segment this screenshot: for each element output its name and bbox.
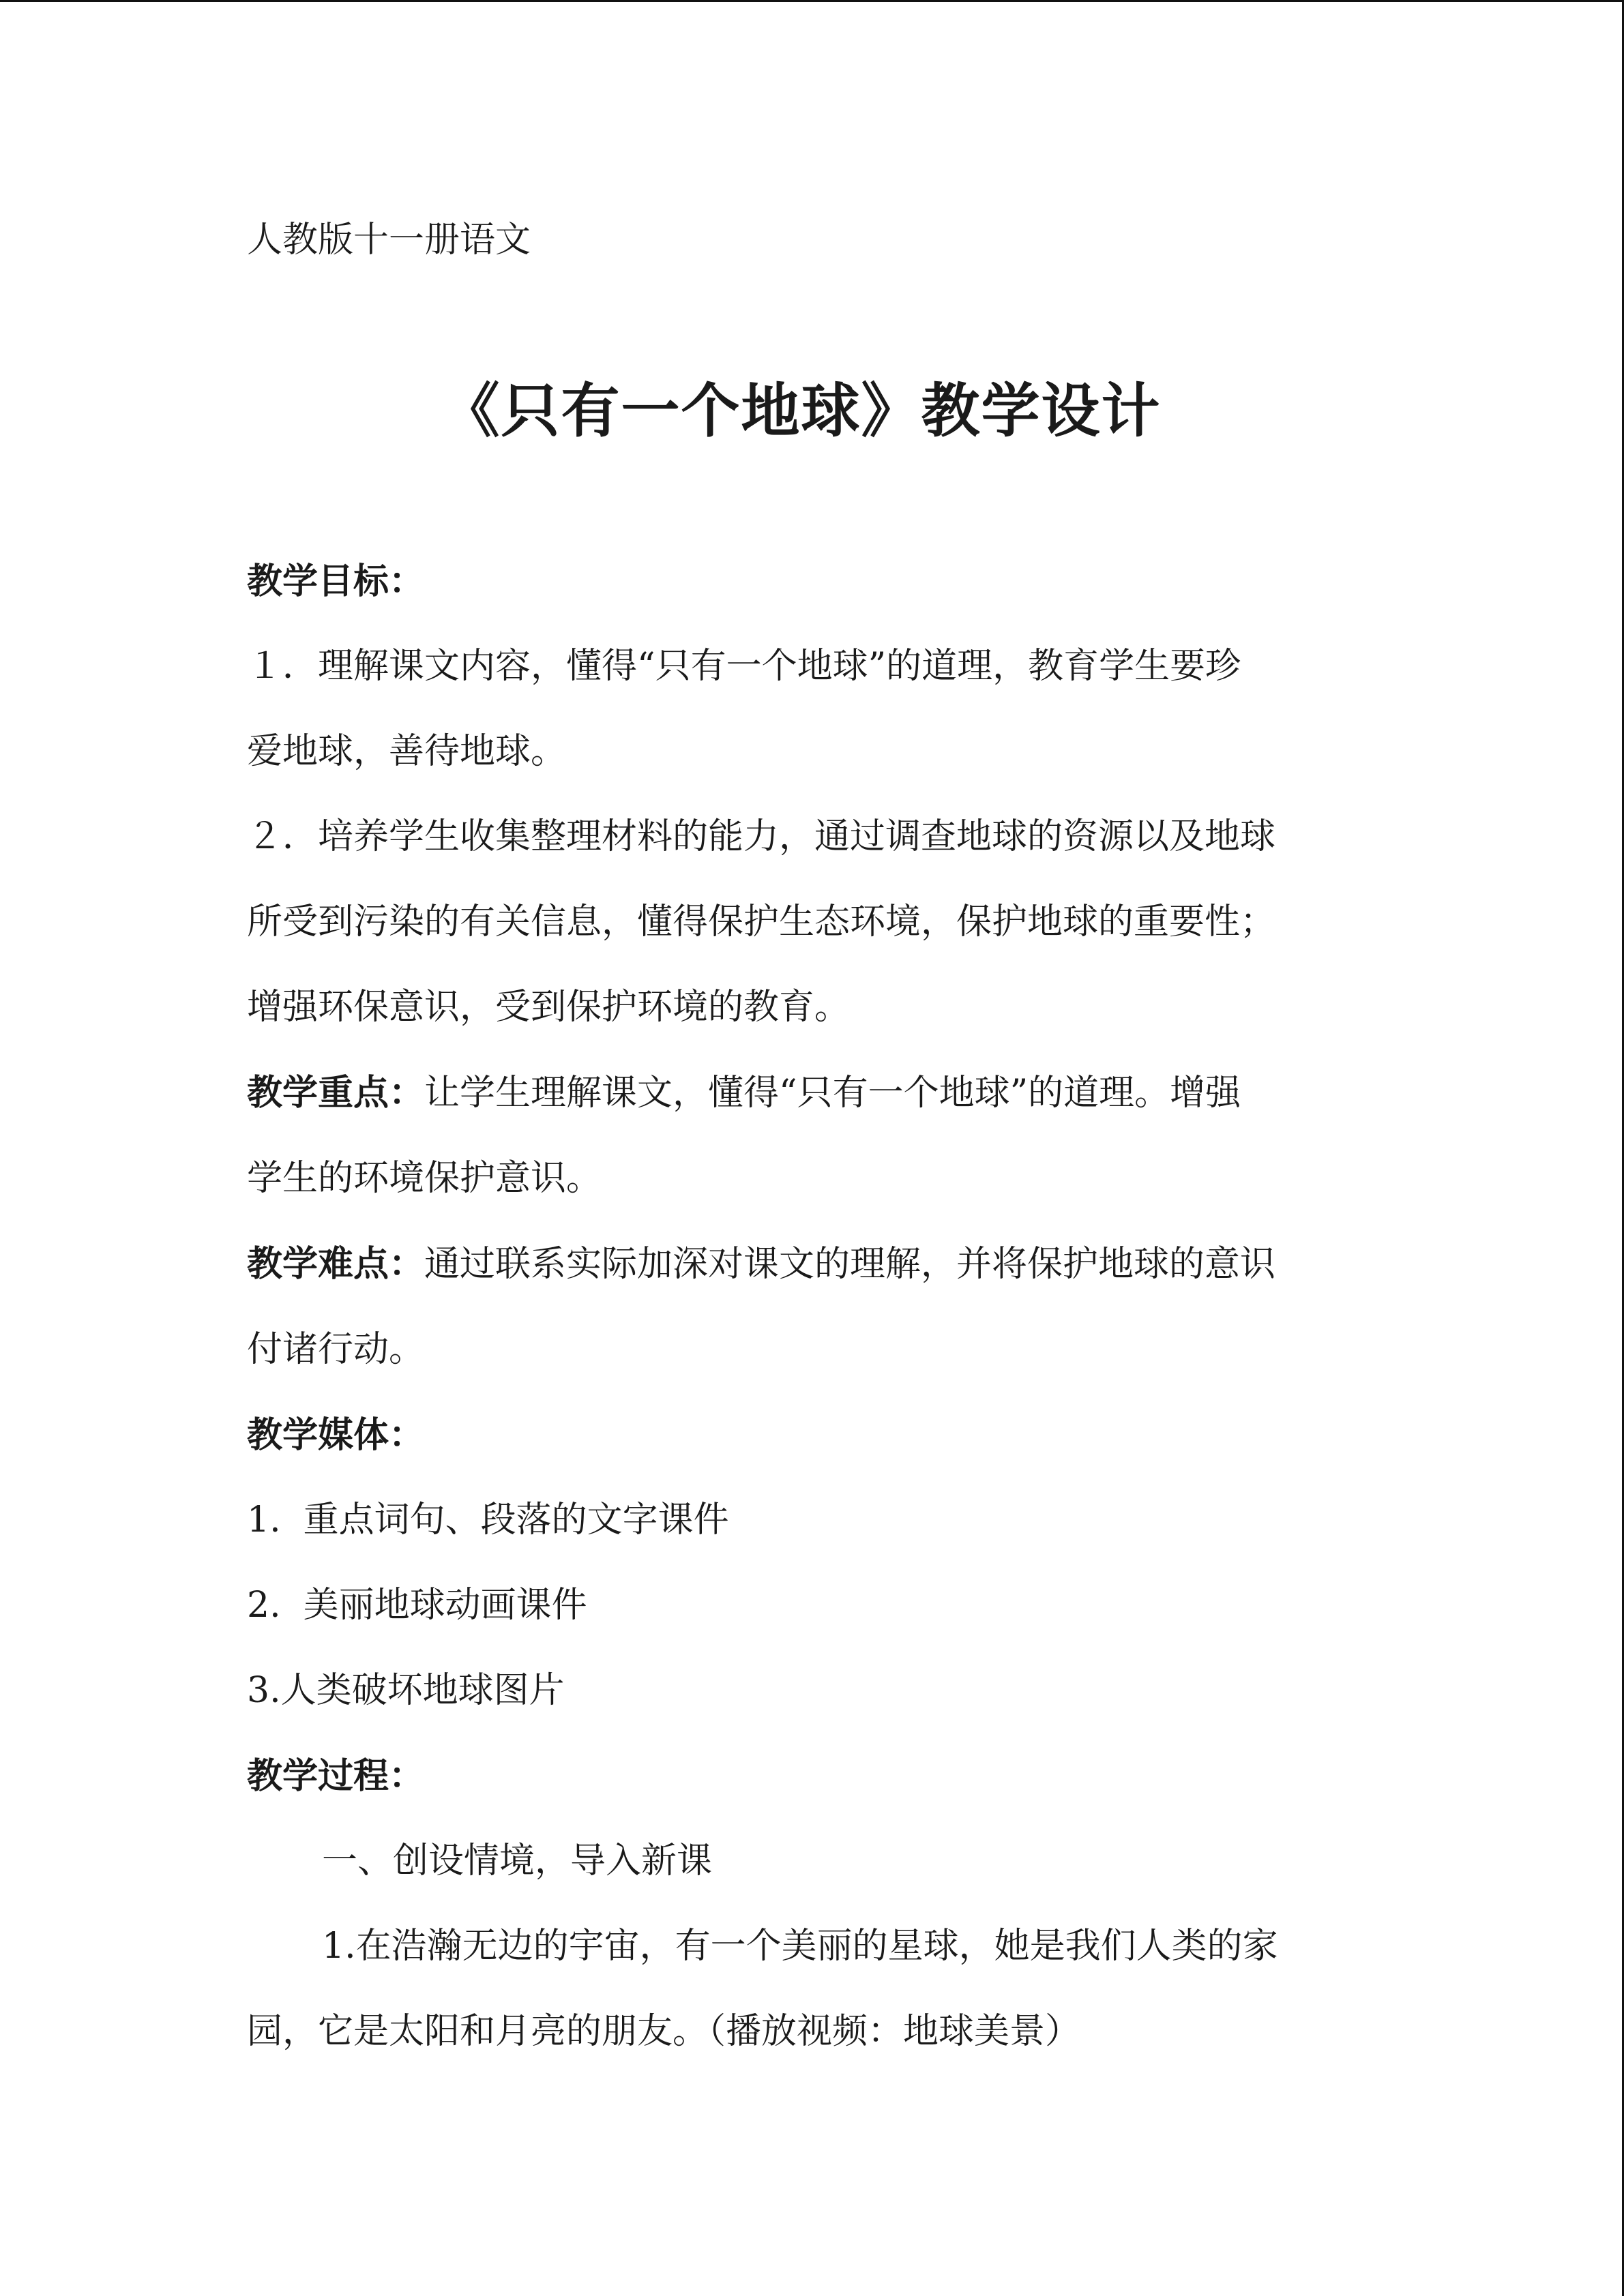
objective-1-line-2: 爱地球，善待地球。 — [247, 731, 567, 772]
page-top-border — [0, 0, 1624, 2]
process-heading: 教学过程： — [247, 1755, 425, 1797]
process-section-1: 一、创设情境，导入新课 — [322, 1840, 713, 1881]
objective-2-line-1: ２．培养学生收集整理材料的能力，通过调查地球的资源以及地球 — [247, 816, 1276, 857]
difficulties-text: 通过联系实际加深对课文的理解，并将保护地球的意识 — [424, 1244, 1276, 1285]
objectives-heading: 教学目标： — [247, 561, 425, 602]
document-title: 《只有一个地球》教学设计 — [441, 376, 1162, 445]
key-points-label: 教学重点： — [247, 1072, 425, 1114]
objective-2-line-3: 增强环保意识，受到保护环境的教育。 — [247, 987, 851, 1028]
difficulties-line-1 — [247, 1221, 1355, 1307]
media-item-2: 2. 美丽地球动画课件 — [247, 1585, 587, 1626]
key-points-text: 让学生理解课文，懂得“只有一个地球”的道理。增强 — [424, 1073, 1241, 1114]
objective-1-line-1: １．理解课文内容，懂得“只有一个地球”的道理，教育学生要珍 — [247, 646, 1241, 687]
process-step-1-line-2: 园，它是太阳和月亮的朋友。（播放视频：地球美景） — [247, 2011, 1081, 2052]
media-item-3: 3.人类破坏地球图片 — [247, 1670, 565, 1711]
difficulties-label: 教学难点： — [247, 1243, 425, 1285]
key-points-line-2: 学生的环境保护意识。 — [247, 1158, 602, 1199]
media-item-1: 1. 重点词句、段落的文字课件 — [247, 1500, 729, 1540]
difficulties-line-2: 付诸行动。 — [247, 1329, 425, 1370]
objective-2-line-2: 所受到污染的有关信息，懂得保护生态环境，保护地球的重要性； — [247, 901, 1276, 942]
process-step-1-line-1: 1.在浩瀚无边的宇宙，有一个美丽的星球，她是我们人类的家 — [322, 1926, 1278, 1967]
key-points-line-1 — [247, 1050, 1355, 1136]
document-body — [247, 539, 1355, 2074]
subject-line: 人教版十一册语文 — [247, 220, 531, 260]
media-heading: 教学媒体： — [247, 1414, 425, 1456]
